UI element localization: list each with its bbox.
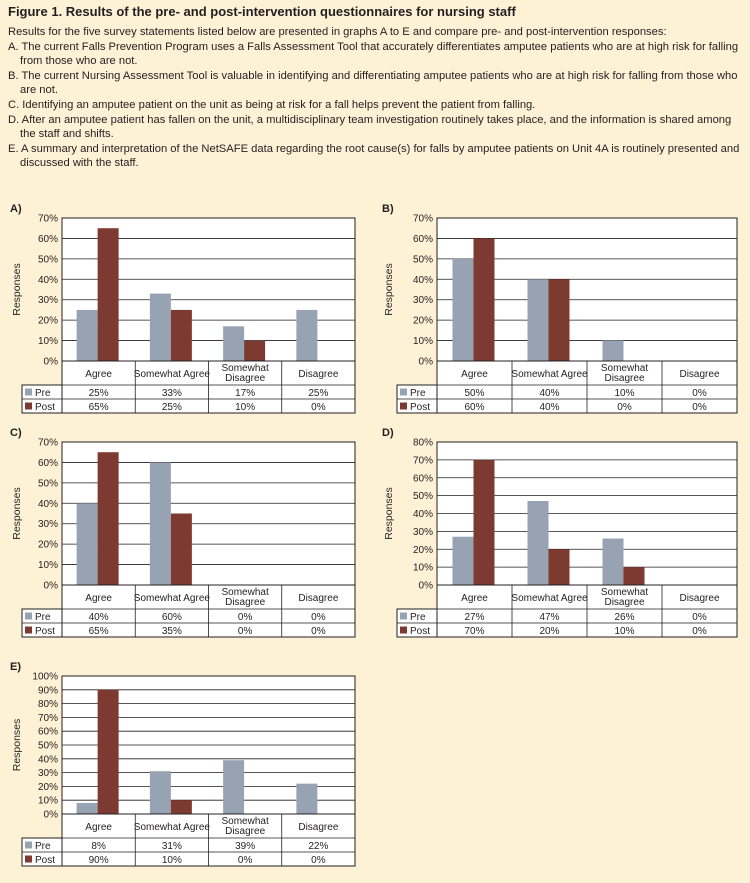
bar-post-somewhat-disagree [624, 567, 645, 585]
y-tick-label: 70% [37, 712, 58, 724]
y-tick-label: 40% [37, 498, 58, 510]
x-tick-label: Somewhat Agree [133, 369, 210, 380]
y-tick-label: 50% [37, 254, 58, 266]
data-label: 47% [539, 612, 560, 623]
y-axis-label: Responses [11, 487, 23, 540]
x-tick-label: Agree [85, 822, 112, 833]
y-tick-label: 20% [37, 781, 58, 793]
bar-pre-agree [77, 503, 98, 585]
figure-intro [8, 25, 748, 171]
data-label: 65% [88, 626, 109, 637]
y-tick-label: 30% [412, 526, 433, 538]
legend-label-pre: Pre [35, 612, 51, 623]
data-label: 10% [161, 855, 182, 866]
x-tick-label: Disagree [679, 369, 720, 380]
y-tick-label: 90% [37, 685, 58, 697]
legend-swatch-pre [25, 842, 32, 849]
y-tick-label: 20% [412, 544, 433, 556]
bar-post-somewhat-disagree [244, 341, 265, 361]
x-tick-label: Disagree [679, 593, 720, 604]
x-tick-label: Agree [85, 593, 112, 604]
figure-title: Figure 1. Results of the pre- and post-intervention questionnaires for nursing staff [8, 4, 516, 19]
y-axis-label: Responses [11, 263, 23, 316]
y-tick-label: 0% [43, 580, 58, 592]
legend-label-post: Post [35, 855, 56, 866]
y-tick-label: 100% [32, 671, 58, 683]
data-label: 31% [161, 841, 182, 852]
legend-swatch-pre [25, 389, 32, 396]
bar-post-agree [98, 228, 119, 361]
y-tick-label: 70% [37, 213, 58, 225]
bar-post-somewhat-agree [549, 549, 570, 585]
legend-label-pre: Pre [410, 612, 426, 623]
data-label: 22% [308, 841, 329, 852]
y-tick-label: 60% [412, 233, 433, 245]
data-label: 0% [311, 402, 326, 413]
panel-label: E) [10, 661, 21, 673]
y-tick-label: 50% [412, 491, 433, 503]
y-tick-label: 80% [412, 437, 433, 449]
data-label: 26% [614, 612, 635, 623]
bar-pre-disagree [296, 310, 317, 361]
bar-pre-somewhat-agree [528, 279, 549, 361]
y-tick-label: 0% [418, 356, 433, 368]
intro-text: Results for the five survey statements listed below are presented in graphs A to E and compare pre- and post-intervention responses: [8, 26, 667, 38]
data-label: 40% [539, 402, 560, 413]
y-tick-label: 70% [412, 455, 433, 467]
bar-pre-agree [77, 803, 98, 814]
y-tick-label: 10% [412, 562, 433, 574]
data-label: 10% [235, 402, 256, 413]
legend-swatch-post [25, 403, 32, 410]
legend-label-pre: Pre [35, 841, 51, 852]
data-label: 25% [161, 402, 182, 413]
data-label: 70% [464, 626, 485, 637]
data-label: 39% [235, 841, 256, 852]
x-tick-label: Somewhat Disagree [221, 816, 269, 837]
y-tick-label: 70% [412, 213, 433, 225]
y-tick-label: 40% [37, 274, 58, 286]
bar-post-agree [474, 460, 495, 585]
data-label: 60% [464, 402, 485, 413]
legend-label-post: Post [35, 402, 56, 413]
data-label: 60% [161, 612, 182, 623]
panel-label: A) [10, 203, 22, 215]
legend-label-post: Post [35, 626, 56, 637]
data-label: 0% [311, 612, 326, 623]
bar-pre-agree [77, 310, 98, 361]
y-tick-label: 30% [412, 295, 433, 307]
y-tick-label: 60% [37, 457, 58, 469]
data-label: 0% [237, 855, 253, 866]
y-tick-label: 60% [37, 726, 58, 738]
data-label: 25% [88, 388, 109, 399]
bar-post-agree [474, 238, 495, 361]
data-label: 20% [539, 626, 560, 637]
y-tick-label: 10% [37, 560, 58, 572]
data-label: 50% [464, 388, 485, 399]
panel-label: C) [10, 427, 22, 439]
chart-e [10, 658, 360, 873]
y-tick-label: 60% [412, 473, 433, 485]
x-tick-label: Somewhat Disagree [600, 363, 649, 384]
chart-b [382, 200, 742, 415]
data-label: 27% [464, 612, 485, 623]
data-label: 0% [692, 388, 707, 399]
bar-pre-somewhat-disagree [223, 326, 244, 361]
bar-post-somewhat-agree [171, 514, 192, 586]
bar-pre-somewhat-agree [528, 501, 549, 585]
data-label: 40% [88, 612, 109, 623]
bar-pre-agree [453, 259, 474, 361]
bar-pre-somewhat-disagree [223, 760, 244, 814]
legend-label-pre: Pre [35, 388, 51, 399]
x-tick-label: Agree [461, 593, 488, 604]
legend-swatch-post [25, 627, 32, 634]
data-label: 10% [614, 388, 635, 399]
bar-pre-agree [453, 537, 474, 585]
x-tick-label: Somewhat Agree [133, 822, 210, 833]
y-tick-label: 50% [37, 478, 58, 490]
x-tick-label: Disagree [298, 822, 339, 833]
y-tick-label: 40% [412, 274, 433, 286]
y-tick-label: 0% [418, 580, 433, 592]
y-tick-label: 20% [37, 539, 58, 551]
data-label: 0% [237, 612, 253, 623]
legend-swatch-pre [400, 389, 407, 396]
x-tick-label: Somewhat Agree [133, 593, 210, 604]
bar-post-agree [98, 452, 119, 585]
data-label: 10% [614, 626, 635, 637]
x-tick-label: Somewhat Agree [511, 593, 588, 604]
bar-pre-somewhat-agree [150, 771, 171, 814]
y-tick-label: 70% [37, 437, 58, 449]
y-axis-label: Responses [11, 718, 23, 772]
data-label: 40% [539, 388, 560, 399]
x-tick-label: Agree [461, 369, 488, 380]
data-label: 0% [237, 626, 253, 637]
data-label: 0% [692, 612, 707, 623]
y-tick-label: 50% [412, 254, 433, 266]
bar-pre-somewhat-disagree [603, 539, 624, 585]
x-tick-label: Agree [85, 369, 112, 380]
y-tick-label: 0% [43, 356, 58, 368]
chart-d [382, 424, 742, 639]
y-tick-label: 60% [37, 233, 58, 245]
chart-c [10, 424, 360, 639]
bar-post-somewhat-agree [549, 279, 570, 361]
y-tick-label: 50% [37, 740, 58, 752]
x-tick-label: Disagree [298, 369, 339, 380]
y-axis-label: Responses [383, 263, 395, 316]
data-label: 0% [311, 855, 326, 866]
legend-swatch-pre [25, 613, 32, 620]
statement-b: B. The current Nursing Assessment Tool is valuable in identifying and differentiating amputee patients who are at high risk for falling from those who are not. [8, 69, 738, 97]
legend-label-pre: Pre [410, 388, 426, 399]
data-label: 0% [692, 402, 707, 413]
legend-swatch-post [400, 627, 407, 634]
bar-post-somewhat-agree [171, 310, 192, 361]
y-tick-label: 30% [37, 519, 58, 531]
panel-label: B) [382, 203, 394, 215]
x-tick-label: Somewhat Disagree [221, 587, 269, 608]
legend-swatch-post [400, 403, 407, 410]
y-tick-label: 10% [37, 795, 58, 807]
x-tick-label: Somewhat Disagree [600, 587, 649, 608]
bar-pre-somewhat-disagree [603, 341, 624, 361]
y-tick-label: 0% [43, 809, 58, 821]
data-label: 17% [235, 388, 256, 399]
data-label: 0% [692, 626, 707, 637]
panel-label: D) [382, 427, 394, 439]
data-label: 0% [311, 626, 326, 637]
bar-post-somewhat-agree [171, 800, 192, 814]
bar-pre-somewhat-agree [150, 294, 171, 361]
y-tick-label: 40% [412, 509, 433, 520]
y-tick-label: 30% [37, 295, 58, 307]
data-label: 33% [161, 388, 182, 399]
bar-pre-disagree [296, 784, 317, 814]
bar-pre-somewhat-agree [150, 462, 171, 585]
x-tick-label: Somewhat Disagree [221, 363, 269, 384]
data-label: 8% [91, 841, 106, 852]
y-tick-label: 40% [37, 754, 58, 766]
legend-label-post: Post [410, 402, 431, 413]
x-tick-label: Somewhat Agree [511, 369, 588, 380]
y-axis-label: Responses [383, 487, 395, 540]
statement-c: C. Identifying an amputee patient on the unit as being at risk for a fall helps prevent the patient from falling. [8, 98, 536, 111]
statement-d: D. After an amputee patient has fallen on the unit, a multidisciplinary team investigation routinely takes place, and the information is shared among the staff and shifts. [8, 113, 732, 141]
data-label: 35% [161, 626, 182, 637]
data-label: 90% [88, 855, 109, 866]
y-tick-label: 20% [37, 315, 58, 327]
y-tick-label: 20% [412, 315, 433, 327]
statement-e: E. A summary and interpretation of the NetSAFE data regarding the root cause(s) for falls by amputee patients on Unit 4A is routinely presented and discussed with the staff. [8, 142, 740, 170]
legend-swatch-post [25, 856, 32, 863]
y-tick-label: 10% [37, 336, 58, 348]
y-tick-label: 30% [37, 768, 58, 780]
data-label: 25% [308, 388, 329, 399]
y-tick-label: 80% [37, 699, 58, 711]
legend-swatch-pre [400, 613, 407, 620]
x-tick-label: Disagree [298, 593, 339, 604]
legend-label-post: Post [410, 626, 431, 637]
chart-a [10, 200, 360, 415]
data-label: 65% [88, 402, 109, 413]
y-tick-label: 10% [412, 336, 433, 348]
bar-post-agree [98, 690, 119, 814]
data-label: 0% [617, 402, 632, 413]
statement-a: A. The current Falls Prevention Program uses a Falls Assessment Tool that accurately differentiates amputee patients who are at high risk for falling from those who are not. [8, 40, 739, 68]
